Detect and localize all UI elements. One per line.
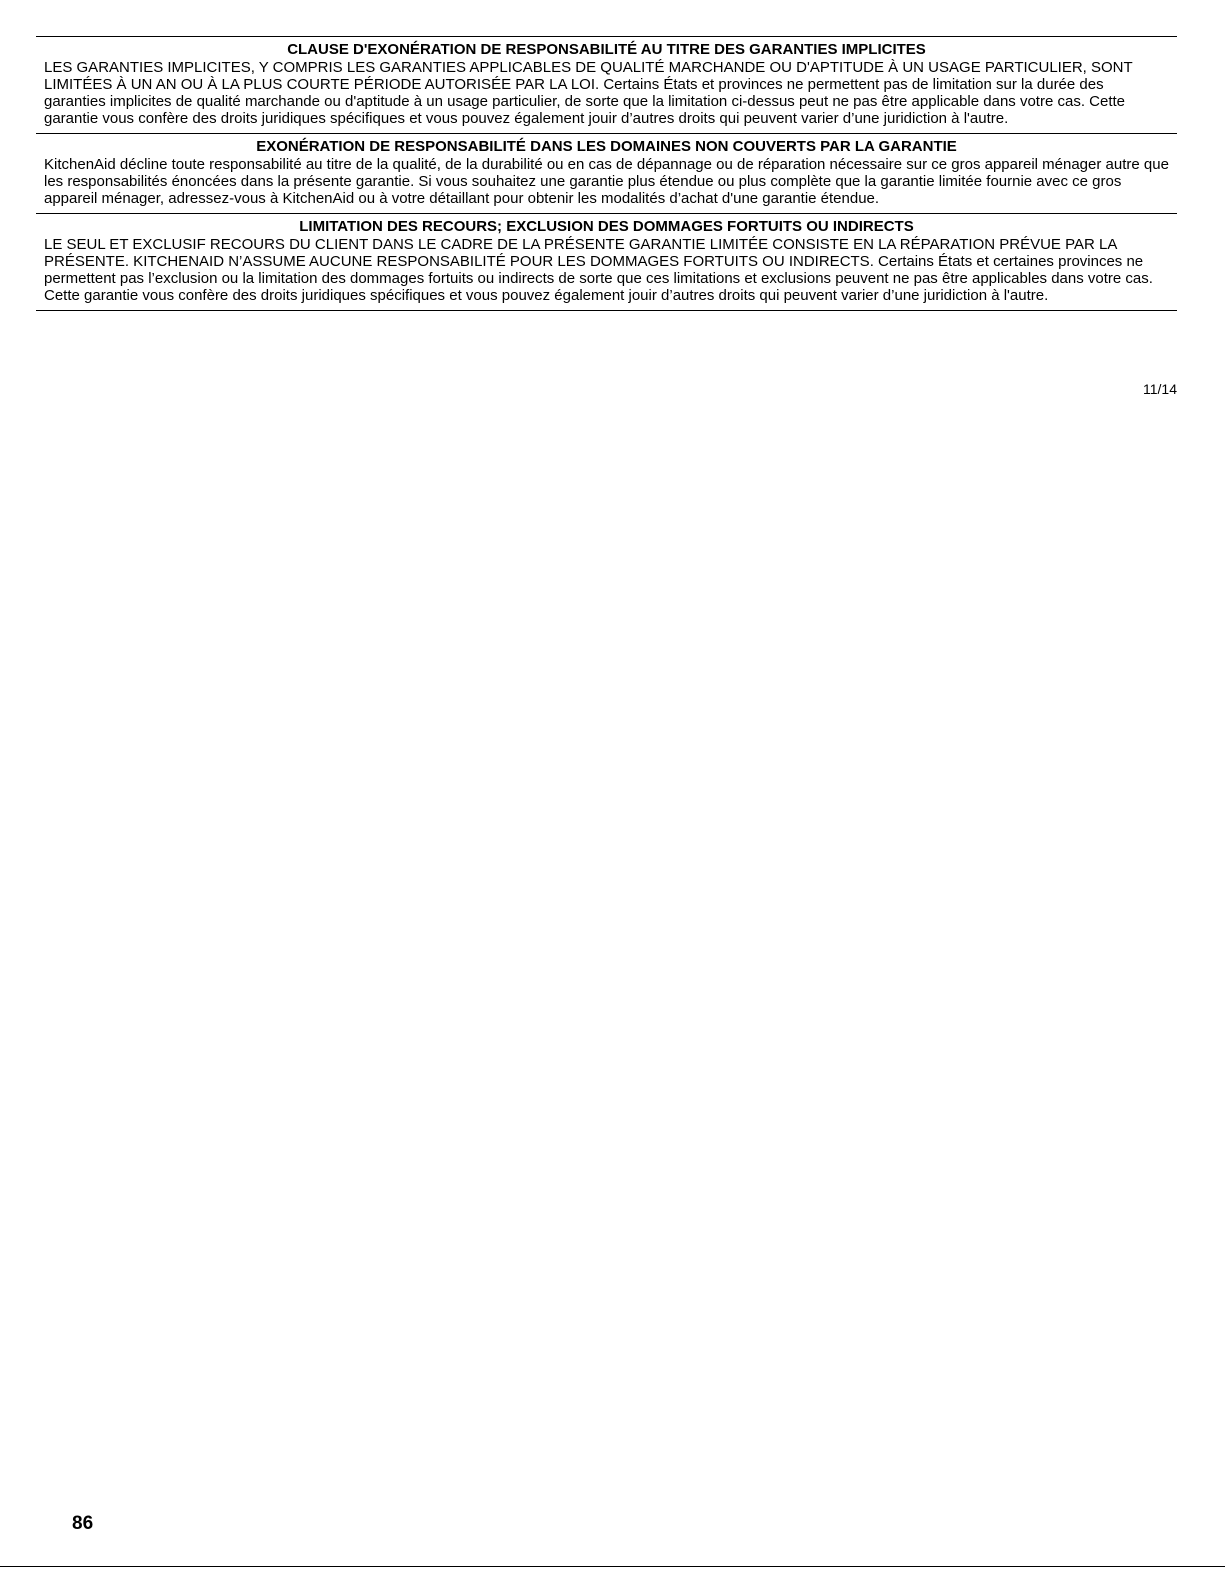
bottom-divider [0,1566,1225,1567]
limitation-remedies-section [36,213,1177,311]
implied-warranty-section [36,36,1177,133]
section-body: LES GARANTIES IMPLICITES, Y COMPRIS LES GARANTIES APPLICABLES DE QUALITÉ MARCHANDE OU D'APTITUDE À UN USAGE PARTICULIER, SONT LIMITÉES À UN AN OU À LA PLUS COURTE PÉRIODE AUTORISÉE PAR LA LOI. Certains États et provinces ne permettent pas de limitation sur la durée des garanties implicites de qualité marchande ou d'aptitude à un usage particulier, de sorte que la limitation ci-dessus peut ne pas être applicable dans votre cas. Cette garantie vous confère des droits juridiques spécifiques et vous pouvez également jouir d’autres droits qui peuvent varier d’une juridiction à l'autre. [44,59,1133,127]
section-body: LE SEUL ET EXCLUSIF RECOURS DU CLIENT DANS LE CADRE DE LA PRÉSENTE GARANTIE LIMITÉE CONSISTE EN LA RÉPARATION PRÉVUE PAR LA PRÉSENTE. KITCHENAID N’ASSUME AUCUNE RESPONSABILITÉ POUR LES DOMMAGES FORTUITS OU INDIRECTS. Certains États et certaines provinces ne permettent pas l’exclusion ou la limitation des dommages fortuits ou indirects de sorte que ces limitations et exclusions peuvent ne pas être applicables dans votre cas. Cette garantie vous confère des droits juridiques spécifiques et vous pouvez également jouir d’autres droits qui peuvent varier d’une juridiction à l'autre. [44,236,1153,304]
section-title: LIMITATION DES RECOURS; EXCLUSION DES DOMMAGES FORTUITS OU INDIRECTS [299,218,914,235]
section-title: EXONÉRATION DE RESPONSABILITÉ DANS LES DOMAINES NON COUVERTS PAR LA GARANTIE [256,138,957,155]
section-body: KitchenAid décline toute responsabilité au titre de la qualité, de la durabilité ou en cas de dépannage ou de réparation nécessaire sur ce gros appareil ménager autre que les responsabilités énoncées dans la présente garantie. Si vous souhaitez une garantie plus étendue ou plus complète que la garantie limitée fournie avec ce gros appareil ménager, adressez-vous à KitchenAid ou à votre détaillant pour obtenir les modalités d’achat d'une garantie étendue. [44,156,1169,207]
date-code: 11/14 [1143,381,1177,397]
warranty-document [36,36,1177,311]
not-covered-section [36,133,1177,213]
section-title: CLAUSE D'EXONÉRATION DE RESPONSABILITÉ AU TITRE DES GARANTIES IMPLICITES [287,41,926,58]
page-number: 86 [72,1513,94,1534]
